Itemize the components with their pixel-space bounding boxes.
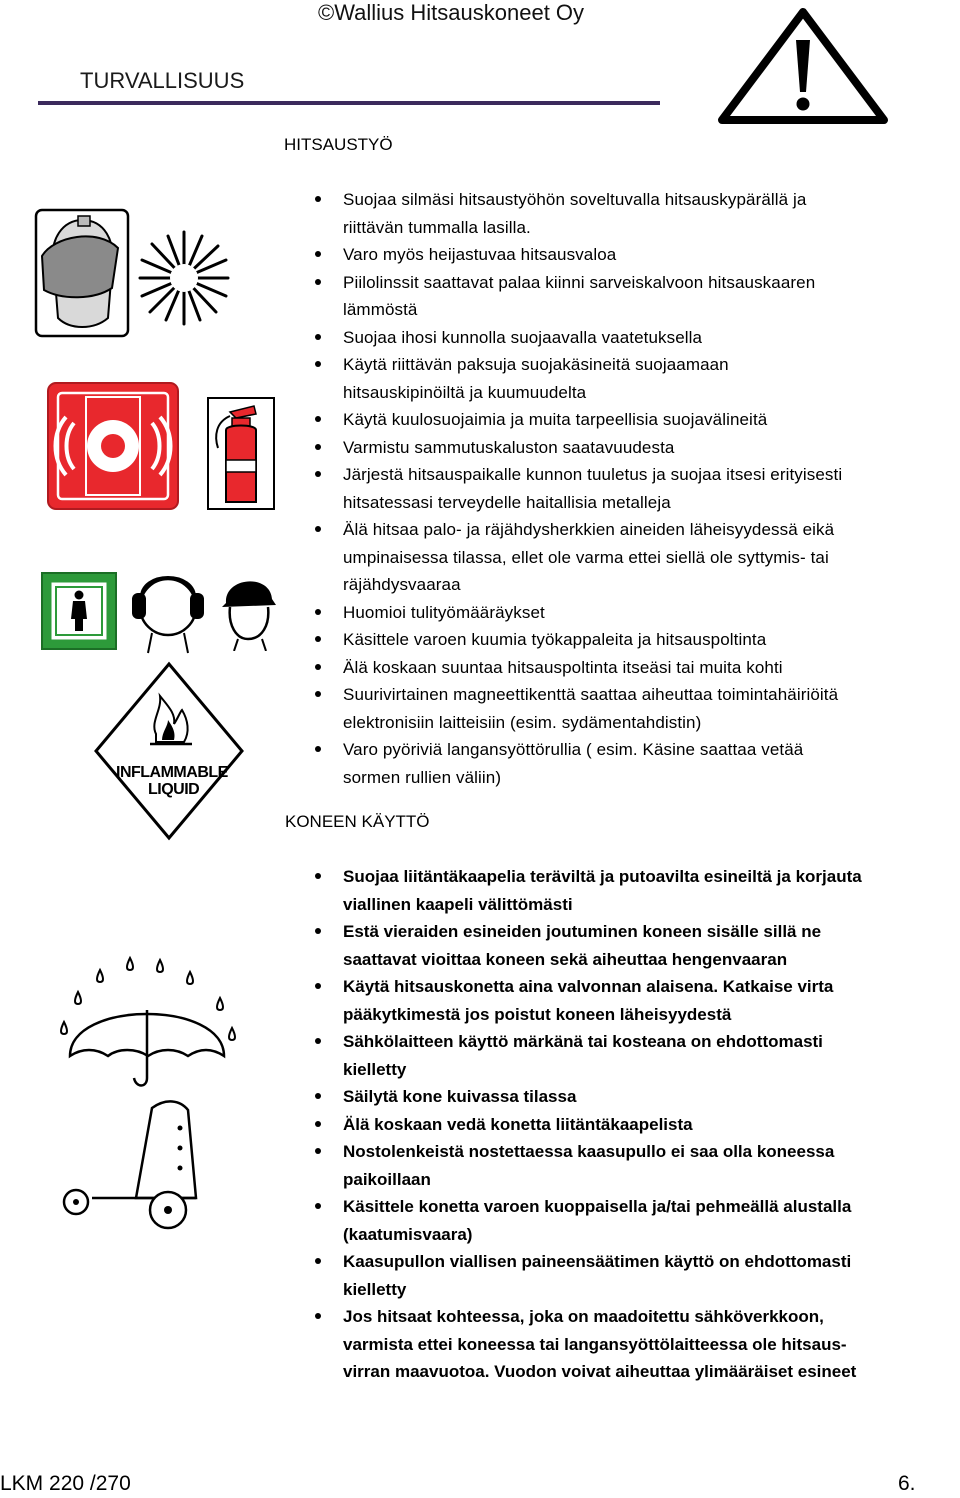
warning-triangle-icon	[716, 6, 890, 128]
list-item: Varo myös heijastuvaa hitsausvaloa	[308, 241, 842, 269]
list-item: viallinen kaapeli välittömästi	[343, 894, 573, 914]
list-item: Säilytä kone kuivassa tilassa	[308, 1083, 862, 1111]
page-number: 6.	[898, 1472, 916, 1495]
list-item: Kaasupullon viallisen paineensäätimen käyttö on ehdottomasti	[308, 1248, 862, 1276]
list-item: (kaatumisvaara)	[343, 1224, 473, 1244]
list-item: saattavat vioittaa koneen sekä aiheuttaa hengenvaaran	[343, 949, 788, 969]
list-item: virran maavuotoa. Vuodon voivat aiheuttaa ylimääräiset esineet	[343, 1362, 857, 1381]
list-item: Estä vieraiden esineiden joutuminen koneen sisälle sillä ne	[308, 918, 862, 946]
list-item: Käsittele varoen kuumia työkappaleita ja hitsauspoltinta	[308, 626, 842, 654]
umbrella-rain-machine-icon	[56, 948, 252, 1240]
list-item: Älä koskaan vedä konetta liitäntäkaapelista	[308, 1111, 862, 1139]
welding-safety-list	[308, 186, 842, 791]
list-item: Piilolinssit saattavat palaa kiinni sarveiskalvoon hitsauskaaren	[308, 269, 842, 297]
list-item: Käytä kuulosuojaimia ja muita tarpeellisia suojavälineitä	[308, 406, 842, 434]
list-item: Käytä hitsauskonetta aina valvonnan alaisena. Katkaise virta	[308, 973, 862, 1001]
page-title: TURVALLISUUS	[80, 68, 245, 93]
list-item: umpinaisessa tilassa, ellet ole varma ettei siellä ole syttymis- tai	[343, 547, 829, 567]
welding-arc-spark-icon	[138, 228, 230, 328]
fire-alarm-icon	[46, 381, 180, 511]
inflammable-label: INFLAMMABLE	[116, 764, 228, 781]
list-item: hitsauskipinöiltä ja kuumuudelta	[343, 382, 587, 402]
liquid-label: LIQUID	[148, 781, 200, 798]
list-item: paikoillaan	[343, 1169, 431, 1189]
machine-safety-list	[308, 863, 862, 1386]
list-item: hitsatessasi terveydelle haitallisia metalleja	[343, 492, 671, 512]
list-item: Käytä riittävän paksuja suojakäsineitä suojaamaan	[308, 351, 842, 379]
copyright-text: ©Wallius Hitsauskoneet Oy	[318, 0, 585, 25]
list-item: Sähkölaitteen käyttö märkänä tai kosteana on ehdottomasti	[308, 1028, 862, 1056]
list-item: Suojaa liitäntäkaapelia teräviltä ja putoavilta esineiltä ja korjauta	[308, 863, 862, 891]
list-item: Suojaa ihosi kunnolla suojaavalla vaatetuksella	[308, 324, 842, 352]
list-item: lämmöstä	[343, 300, 418, 319]
welding-helmet-icon	[34, 208, 130, 338]
list-item: pääkytkimestä jos poistut koneen läheisyydestä	[343, 1004, 732, 1024]
inflammable-liquid-diamond-icon	[92, 660, 246, 842]
list-item: kielletty	[343, 1279, 407, 1299]
list-item: Älä koskaan suuntaa hitsauspoltinta itseäsi tai muita kohti	[308, 654, 842, 682]
list-item: sormen rullien väliin)	[343, 767, 502, 787]
list-item: Varo pyöriviä langansyöttörullia ( esim. Käsine saattaa vetää	[308, 736, 842, 764]
title-divider	[38, 101, 660, 105]
welding-section-heading: HITSAUSTYÖ	[284, 135, 393, 154]
model-number: LKM 220 /270	[0, 1472, 131, 1495]
list-item: varmista ettei koneessa tai langansyöttölaitteessa ole hitsaus-	[343, 1334, 847, 1354]
machine-use-section-heading: KONEEN KÄYTTÖ	[285, 812, 430, 831]
protective-clothing-icon	[40, 571, 118, 651]
list-item: Älä hitsaa palo- ja räjähdysherkkien aineiden läheisyydessä eikä	[308, 516, 842, 544]
list-item: riittävän tummalla lasilla.	[343, 217, 531, 237]
list-item: Nostolenkeistä nostettaessa kaasupullo ei saa olla koneessa	[308, 1138, 862, 1166]
hard-hat-icon	[218, 563, 280, 651]
list-item: elektronisiin laitteisiin (esim. sydämentahdistin)	[343, 712, 702, 732]
list-item: Järjestä hitsauspaikalle kunnon tuuletus ja suojaa itsesi erityisesti	[308, 461, 842, 489]
list-item: Käsittele konetta varoen kuoppaisella ja/tai pehmeällä alustalla	[308, 1193, 862, 1221]
list-item: Huomioi tulityömääräykset	[308, 599, 842, 627]
fire-extinguisher-icon	[206, 396, 276, 511]
list-item: räjähdysvaaraa	[343, 575, 461, 594]
list-item: Jos hitsaat kohteessa, joka on maadoitettu sähköverkkoon,	[308, 1303, 862, 1331]
list-item: kielletty	[343, 1059, 407, 1079]
list-item: Suurivirtainen magneettikenttä saattaa aiheuttaa toimintahäiriöitä	[308, 681, 842, 709]
list-item: Varmistu sammutuskaluston saatavuudesta	[308, 434, 842, 462]
ear-protection-icon	[128, 563, 208, 655]
list-item: Suojaa silmäsi hitsaustyöhön soveltuvalla hitsauskypärällä ja	[308, 186, 842, 214]
